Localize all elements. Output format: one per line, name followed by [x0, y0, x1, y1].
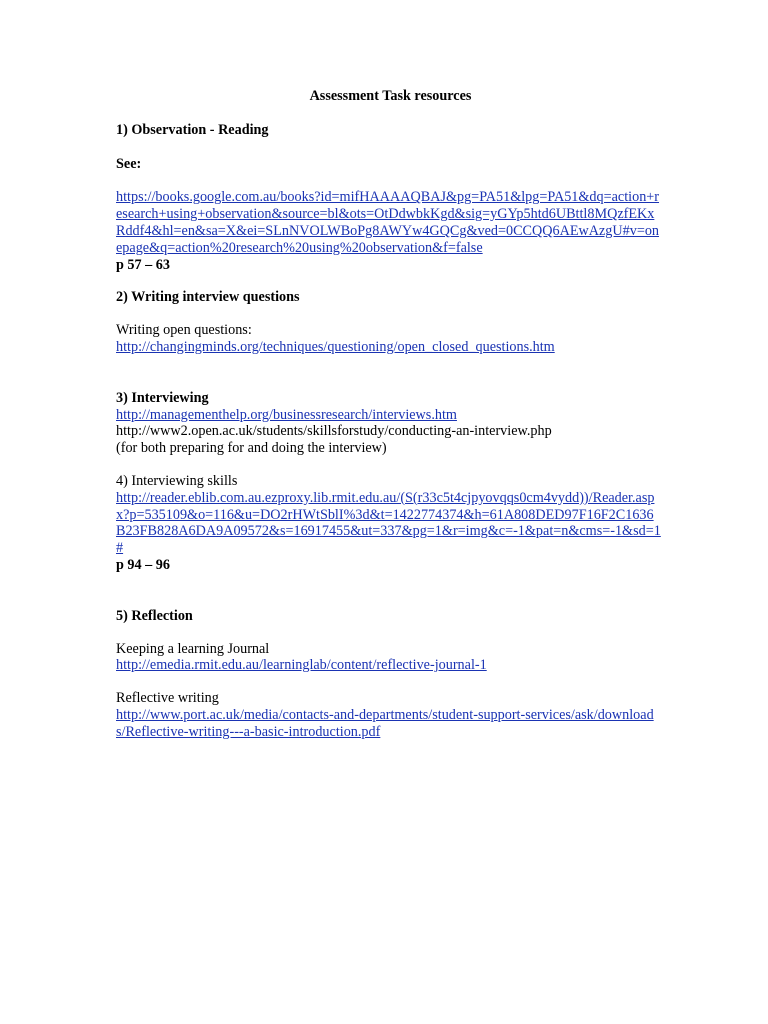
- section-heading-writing-questions: 2) Writing interview questions: [116, 289, 300, 306]
- changingminds-link[interactable]: http://changingminds.org/techniques/questioning/open_closed_questions.htm: [116, 338, 555, 355]
- managementhelp-link[interactable]: http://managementhelp.org/businessresearch/interviews.htm: [116, 406, 457, 423]
- google-books-link[interactable]: https://books.google.com.au/books?id=mifHAAAAQBAJ&pg=PA51&lpg=PA51&dq=action+research+using+observation&source=bl&ots=OtDdwbkKgd&sig=yGYp5htd6UBttl8MQzfEKxRddf4&hl=en&sa=X&ei=SLnNVOLWBoPg8AWYw4GQCg&ved=0CCQQ6AEwAzgU#v=onepage&q=action%20research%20using%20observation&f=false: [116, 189, 660, 256]
- page-range-interviewing: p 94 – 96: [116, 556, 170, 573]
- reflective-journal-link[interactable]: http://emedia.rmit.edu.au/learninglab/content/reflective-journal-1: [116, 657, 487, 674]
- open-questions-label: Writing open questions:: [116, 322, 252, 339]
- reflective-writing-link[interactable]: http://www.port.ac.uk/media/contacts-and-departments/student-support-services/ask/downloads/Reflective-writing---a-basic-introduction.pdf: [116, 706, 654, 740]
- see-label: See:: [116, 155, 142, 172]
- section-heading-interviewing-skills: 4) Interviewing skills: [116, 472, 238, 489]
- page-title: Assessment Task resources: [309, 88, 472, 104]
- document-body: [116, 88, 661, 741]
- interview-note: (for both preparing for and doing the interview): [116, 440, 387, 457]
- eblib-reader-link[interactable]: http://reader.eblib.com.au.ezproxy.lib.rmit.edu.au/(S(r33c5t4cjpyovqqs0cm4vydd))/Reader.aspx?p=535109&o=116&u=DO2rHWtSblI%3d&t=1422774374&h=61A808DED97F16F2C1636B23FB828A6DA9A09572&s=16917455&ut=337&pg=1&r=img&c=-1&pat=n&cms=-1&sd=1#: [116, 489, 661, 557]
- journal-label: Keeping a learning Journal: [116, 640, 270, 657]
- section-heading-interviewing: 3) Interviewing: [116, 389, 209, 406]
- section-heading-observation: 1) Observation - Reading: [116, 121, 269, 138]
- section-heading-reflection: 5) Reflection: [116, 607, 193, 624]
- page-range-observation: p 57 – 63: [116, 256, 170, 273]
- open-ac-url: http://www2.open.ac.uk/students/skillsforstudy/conducting-an-interview.php: [116, 423, 552, 440]
- reflective-writing-label: Reflective writing: [116, 690, 219, 707]
